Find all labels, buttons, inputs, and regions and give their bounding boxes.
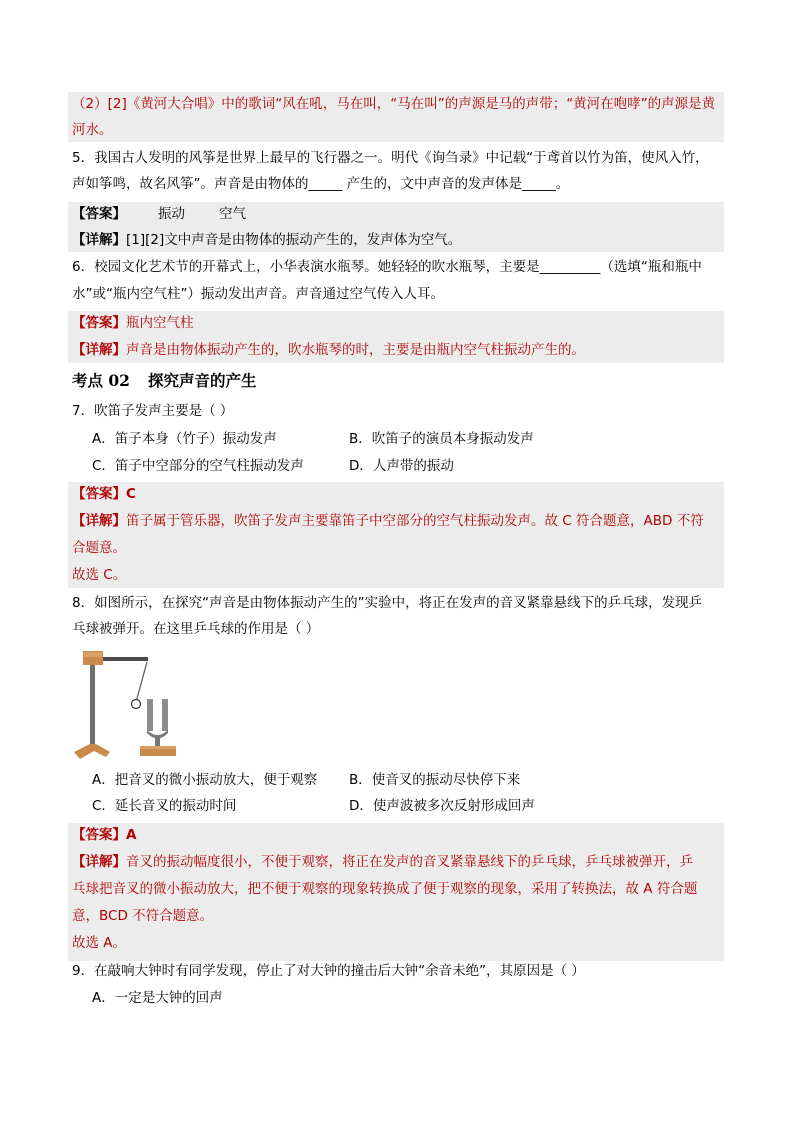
q8-option-c: C．延长音叉的振动时间 (92, 798, 237, 814)
q7-answer-block (68, 482, 724, 588)
q8-option-d: D．使声波被多次反射形成回声 (349, 798, 535, 814)
q8-detail-line1 (72, 852, 693, 872)
q7-detail-text1: 笛子属于管乐器，吹笛子发声主要靠笛子中空部分的空气柱振动发声。故 C 符合题意，ABD 不符 (126, 513, 704, 529)
answer-label: 【答案】 (72, 315, 126, 331)
section-title: 探究声音的产生 (147, 371, 257, 390)
q5-stem-line1: 5．我国古人发明的风筝是世界上最早的飞行器之一。明代《询刍录》中记载“于鸢首以竹为笛，使风入竹， (72, 150, 709, 166)
tuning-fork-figure (70, 648, 186, 762)
q5-detail-row (72, 230, 461, 250)
section-number: 考点 02 (72, 371, 130, 390)
prev-item-line2: 河水。 (72, 122, 113, 138)
stand-pole (90, 658, 95, 748)
q8-answer-row (72, 825, 136, 845)
q9-stem: 9．在敲响大钟时有同学发现，停止了对大钟的撞击后大钟“余音未绝”，其原因是（ ） (72, 963, 585, 979)
q9-option-a: A．一定是大钟的回声 (92, 990, 223, 1006)
q5-answer-2: 空气 (219, 206, 246, 222)
answer-label: 【答案】 (72, 486, 126, 502)
q7-option-b: B．吹笛子的演员本身振动发声 (349, 431, 534, 447)
q5-answer-1: 振动 (158, 206, 185, 222)
q7-stem: 7．吹笛子发声主要是（ ） (72, 403, 234, 419)
q6-detail-row (72, 340, 585, 360)
q6-answer-row (72, 313, 194, 333)
q6-detail: 声音是由物体振动产生的，吹水瓶琴的时，主要是由瓶内空气柱振动产生的。 (126, 342, 585, 358)
q7-option-a: A．笛子本身（竹子）振动发声 (92, 431, 277, 447)
q8-detail-line2: 乓球把音叉的微小振动放大，把不便于观察的现象转换成了便于观察的现象，采用了转换法，故 A 符合题 (72, 881, 698, 897)
q6-stem-line1: 6．校园文化艺术节的开幕式上，小华表演水瓶琴。她轻轻的吹水瓶琴，主要是_________（选填“瓶和瓶中 (72, 259, 702, 275)
answer-label: 【答案】 (72, 206, 126, 222)
q7-option-d: D．人声带的振动 (349, 458, 454, 474)
q7-detail-line2: 合题意。 (72, 540, 126, 556)
tuning-fork-prong-right (162, 699, 168, 731)
q8-stem-line2: 乓球被弹开。在这里乒乓球的作用是（ ） (72, 621, 320, 637)
detail-label: 【详解】 (72, 513, 126, 529)
q8-option-a: A．把音叉的微小振动放大，便于观察 (92, 772, 318, 788)
q6-answer: 瓶内空气柱 (126, 315, 194, 331)
prev-item-line1: （2）[2]《黄河大合唱》中的歌词“风在吼，马在叫，“马在叫”的声源是马的声带；“黄河在咆哮”的声源是黄 (72, 96, 716, 112)
detail-label: 【详解】 (72, 854, 126, 870)
q8-detail-line3: 意，BCD 不符合题意。 (72, 908, 214, 924)
q7-choose: 故选 C。 (72, 567, 127, 583)
q7-option-c: C．笛子中空部分的空气柱振动发声 (92, 458, 304, 474)
q7-answer-row (72, 484, 136, 504)
tuning-fork-prong-left (147, 699, 153, 731)
q8-detail-text1: 音叉的振动幅度很小，不便于观察，将正在发声的音叉紧靠悬线下的乒乓球，乒乓球被弹开，乒 (126, 854, 693, 870)
section-heading (72, 369, 256, 391)
stand-base (74, 744, 110, 759)
detail-label: 【详解】 (72, 232, 126, 248)
q8-option-b: B．使音叉的振动尽快停下来 (349, 772, 521, 788)
q5-stem-line2: 声如筝鸣，故名风筝”。声音是由物体的_____ 产生的，文中声音的发声体是_____。 (72, 176, 570, 192)
detail-label: 【详解】 (72, 342, 126, 358)
ping-pong-ball (132, 700, 141, 709)
tuning-fork-stem (155, 736, 160, 746)
q7-answer: C (126, 486, 136, 502)
suspension-string (136, 662, 147, 702)
q8-choose: 故选 A。 (72, 935, 127, 951)
q8-stem-line1: 8．如图所示，在探究“声音是由物体振动产生的”实验中，将正在发声的音叉紧靠悬线下的乒乓球，发现乒 (72, 595, 703, 611)
answer-label: 【答案】 (72, 827, 126, 843)
q5-detail: [1][2]文中声音是由物体的振动产生的，发声体为空气。 (126, 232, 462, 248)
q5-answer-row (72, 204, 246, 224)
q7-detail-line1 (72, 511, 704, 531)
q8-answer: A (126, 827, 137, 843)
q6-stem-line2: 水”或“瓶内空气柱”）振动发出声音。声音通过空气传入人耳。 (72, 286, 444, 302)
